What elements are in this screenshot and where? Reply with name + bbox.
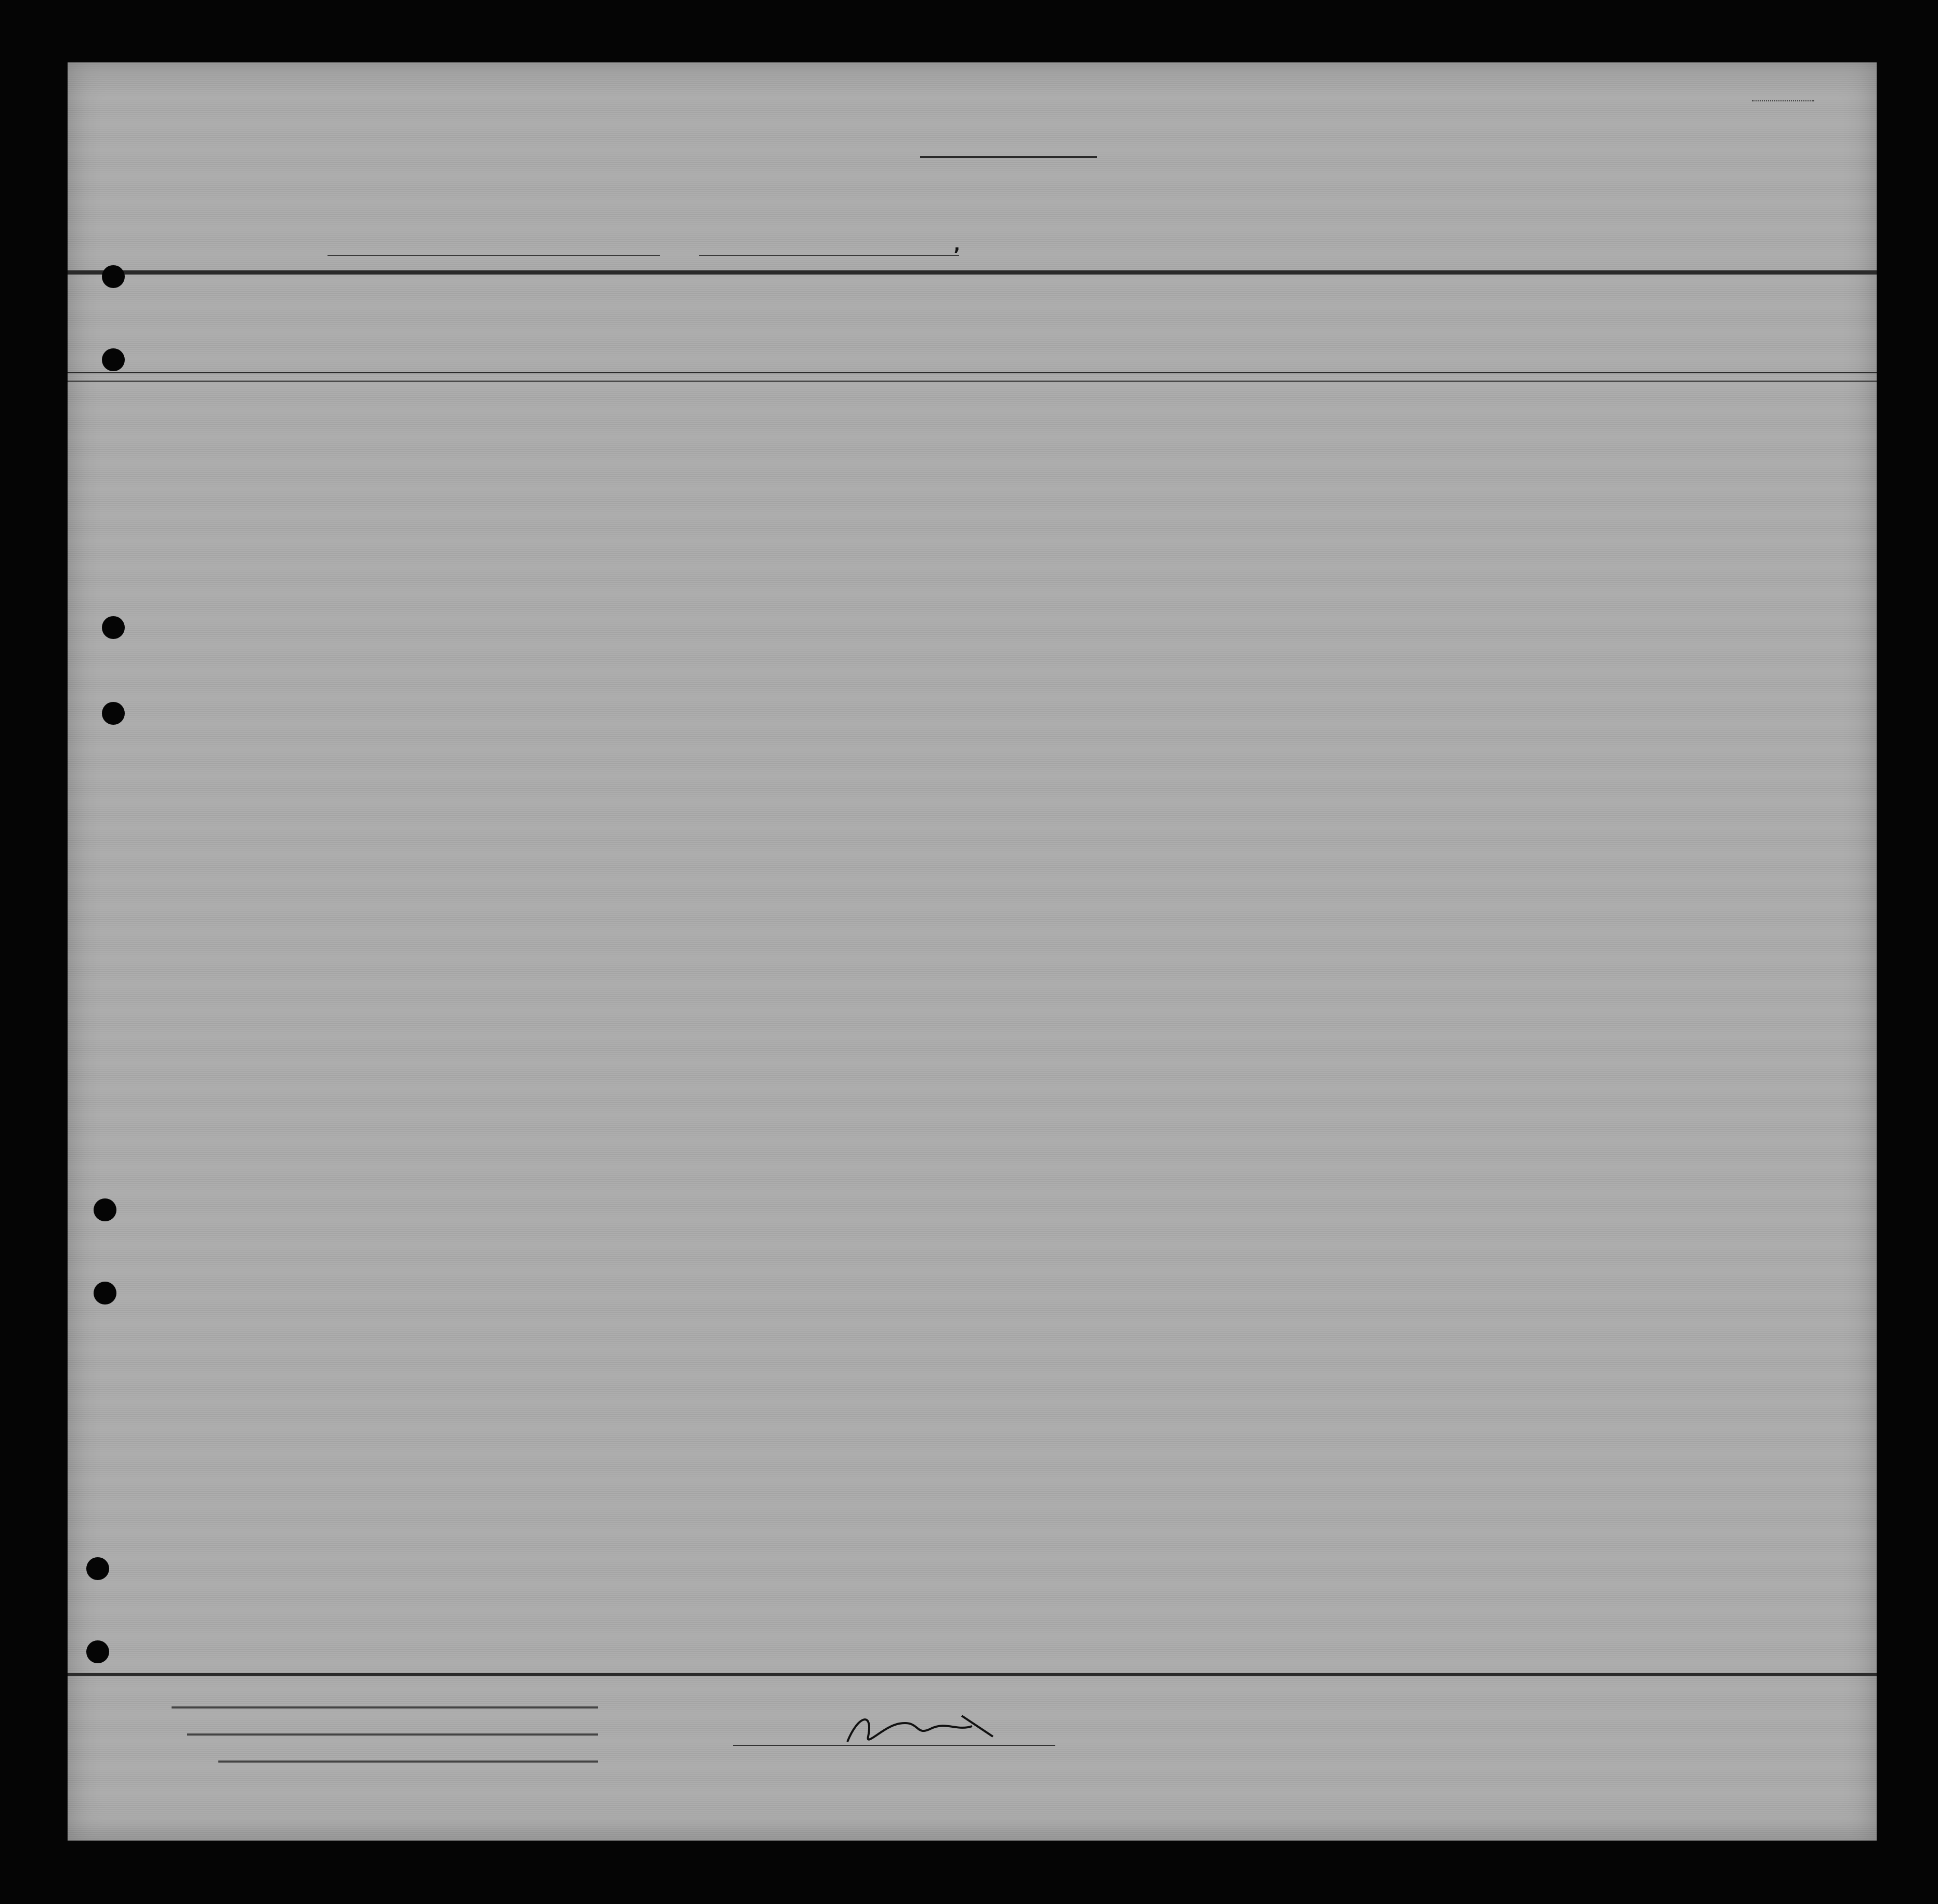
title-underline [920,156,1097,158]
sheet-number-field [1752,100,1814,115]
signature-rule [733,1745,1055,1746]
punch-hole [94,1282,116,1305]
header-rule-secondary [68,381,1877,382]
punch-hole [94,1198,116,1221]
manifest-sheet: , [68,62,1877,1841]
table-top-rule [68,270,1877,275]
owners-rule [187,1733,598,1736]
vessel-rule [328,255,660,256]
punch-hole [102,348,125,371]
line-rule [172,1706,598,1709]
table-bottom-rule [68,1673,1877,1676]
punch-hole [86,1557,109,1580]
arriving-rule [699,255,959,256]
punch-hole [102,616,125,639]
punch-hole [86,1640,109,1663]
sheet-number [1752,100,1814,101]
punch-hole [102,265,125,288]
header-rule [68,372,1877,373]
punch-hole [102,702,125,725]
local-agents-rule [218,1760,598,1763]
